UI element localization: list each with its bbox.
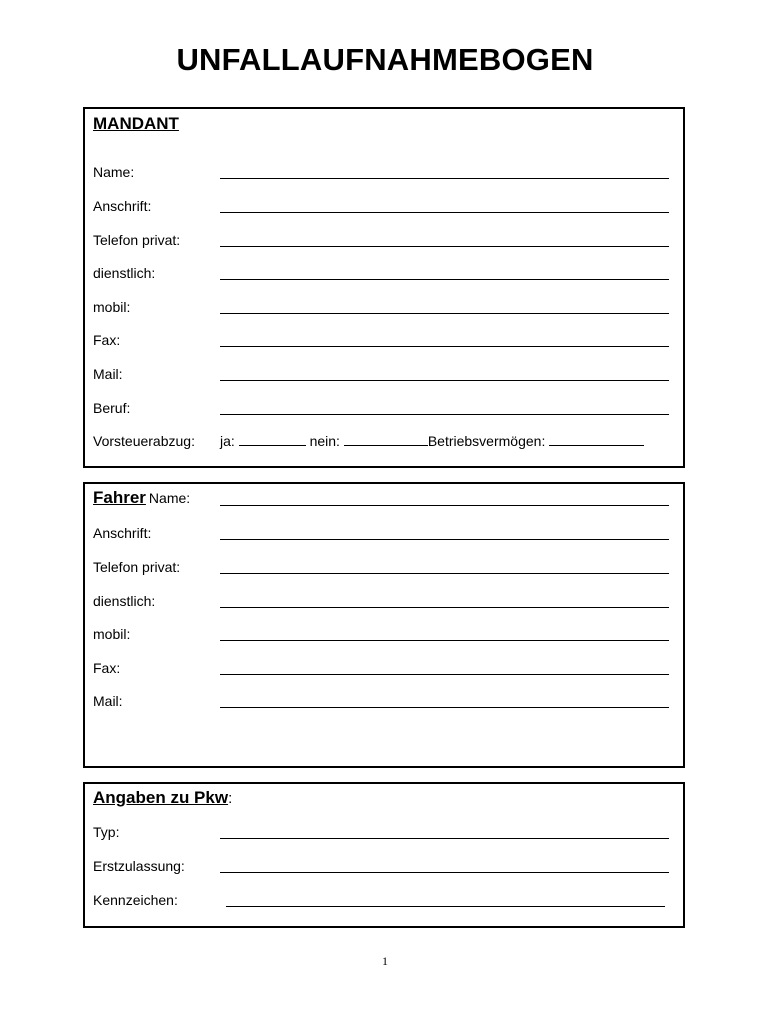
mandant-beruf-field[interactable] [93, 400, 673, 420]
fahrer-telefon-privat-field[interactable] [93, 559, 673, 579]
input-line[interactable] [220, 313, 669, 314]
input-line[interactable] [220, 607, 669, 608]
mandant-name-field[interactable] [93, 164, 673, 184]
input-line[interactable] [220, 380, 669, 381]
field-label: mobil: [93, 626, 131, 642]
input-line[interactable] [220, 674, 669, 675]
pkw-kennzeichen-field[interactable] [93, 892, 673, 912]
input-line[interactable] [220, 872, 669, 873]
mandant-mail-field[interactable] [93, 366, 673, 386]
field-label: Erstzulassung: [93, 858, 185, 874]
field-label: Beruf: [93, 400, 131, 416]
field-label: dienstlich: [93, 593, 156, 609]
fahrer-section [83, 482, 685, 768]
field-label: Fax: [93, 332, 121, 348]
input-line[interactable] [220, 414, 669, 415]
pkw-heading: Angaben zu Pkw [93, 788, 229, 807]
page-number: 1 [382, 954, 388, 968]
field-label: Anschrift: [93, 525, 152, 541]
fahrer-mail-field[interactable] [93, 693, 673, 713]
input-line[interactable] [220, 505, 669, 506]
ja-input-line[interactable] [239, 433, 306, 446]
field-label: Kennzeichen: [93, 892, 178, 908]
mandant-heading: MANDANT [93, 114, 179, 133]
fahrer-fax-field[interactable] [93, 660, 673, 680]
field-label: Name: [93, 164, 135, 180]
pkw-typ-field[interactable] [93, 824, 673, 844]
input-line[interactable] [220, 178, 669, 179]
field-label: dienstlich: [93, 265, 156, 281]
field-label: Mail: [93, 366, 123, 382]
vorsteuer-row [93, 433, 644, 449]
input-line[interactable] [220, 246, 669, 247]
pkw-heading-group [93, 788, 232, 808]
form-title: UNFALLAUFNAHMEBOGEN [176, 42, 594, 77]
input-line[interactable] [220, 279, 669, 280]
mandant-section [83, 107, 685, 468]
nein-input-line[interactable] [344, 433, 428, 446]
field-label: Fax: [93, 660, 121, 676]
mandant-fax-field[interactable] [93, 332, 673, 352]
fahrer-mobil-field[interactable] [93, 626, 673, 646]
nein-label: nein: [309, 433, 340, 449]
input-line[interactable] [220, 212, 669, 213]
mandant-mobil-field[interactable] [93, 299, 673, 319]
input-line[interactable] [220, 346, 669, 347]
betrieb-input-line[interactable] [549, 433, 644, 446]
input-line[interactable] [220, 640, 669, 641]
betrieb-label: Betriebsvermögen: [427, 433, 546, 449]
mandant-dienstlich-field[interactable] [93, 265, 673, 285]
input-line[interactable] [220, 838, 669, 839]
input-line[interactable] [226, 906, 665, 907]
pkw-erstzulassung-field[interactable] [93, 858, 673, 878]
pkw-section [83, 782, 685, 928]
ja-label: ja: [220, 433, 235, 449]
input-line[interactable] [220, 539, 669, 540]
field-label: mobil: [93, 299, 131, 315]
mandant-telefon-privat-field[interactable] [93, 232, 673, 252]
fahrer-name-field[interactable] [93, 488, 673, 512]
fahrer-heading-group [93, 488, 190, 508]
fahrer-dienstlich-field[interactable] [93, 593, 673, 613]
field-label: Mail: [93, 693, 123, 709]
pkw-heading-colon: : [228, 790, 233, 807]
field-label: Name: [148, 490, 191, 506]
input-line[interactable] [220, 707, 669, 708]
field-label: Telefon privat: [93, 232, 181, 248]
vorsteuer-label: Vorsteuerabzug: [93, 433, 195, 449]
input-line[interactable] [220, 573, 669, 574]
field-label: Anschrift: [93, 198, 152, 214]
fahrer-heading: Fahrer [93, 488, 146, 507]
fahrer-anschrift-field[interactable] [93, 525, 673, 545]
field-label: Typ: [93, 824, 120, 840]
field-label: Telefon privat: [93, 559, 181, 575]
mandant-anschrift-field[interactable] [93, 198, 673, 218]
